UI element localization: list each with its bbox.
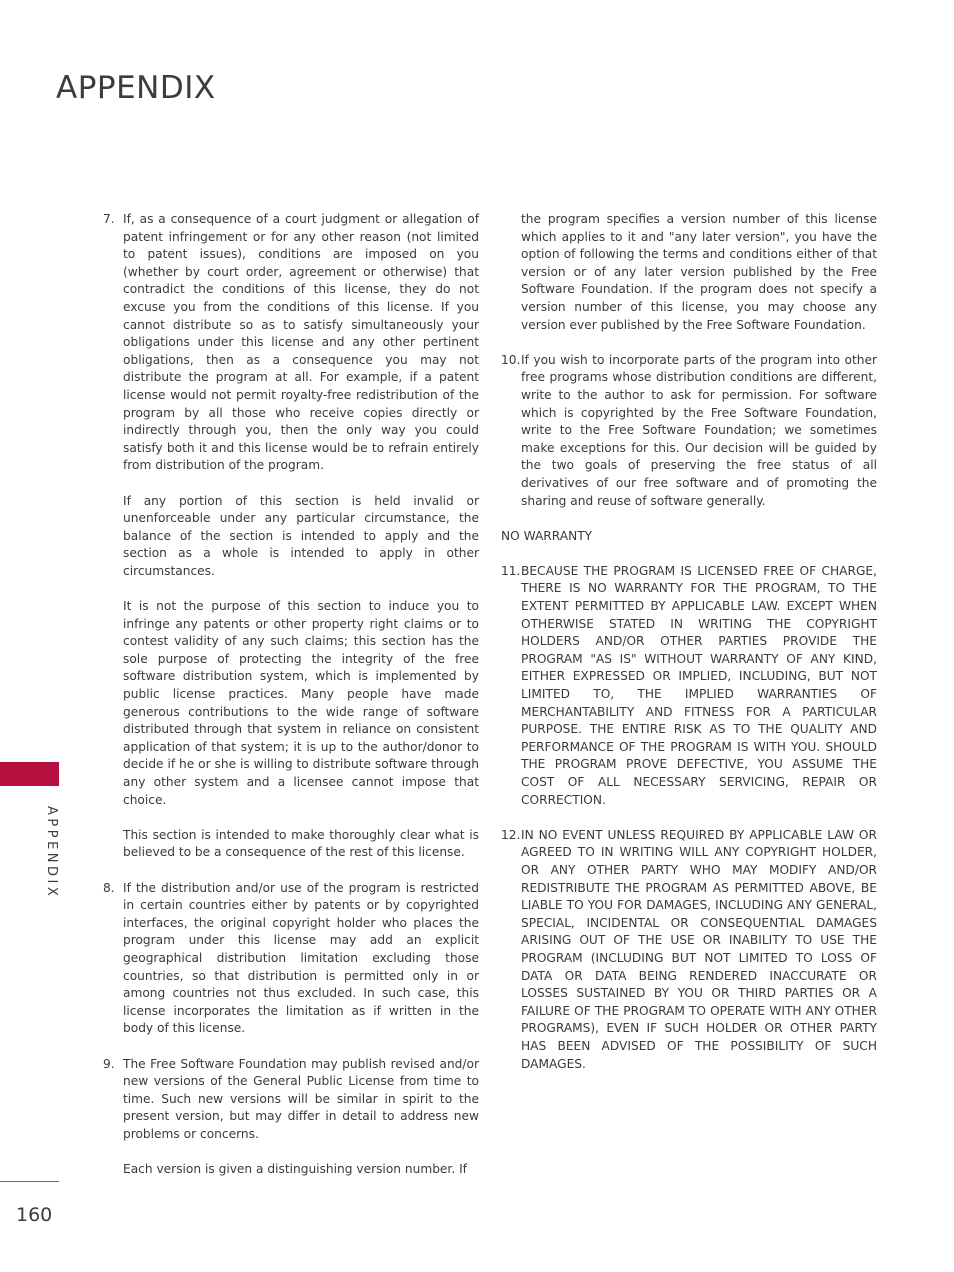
- paragraph: If any portion of this section is held invalid or unenforceable under any particular circumstance, the balance of the section is intended to apply and the section as a whole is intended to apply in other circumstances.: [123, 493, 479, 578]
- paragraph: It is not the purpose of this section to induce you to infringe any patents or other property right claims or to contest validity of any such claims; this section has the sole purpose of protecting the integrity of the free software distribution system, which is implemented by public license practices. Many people have made generous contributions to the wide range of software distributed through that system in reliance on consistent application of that system; it is up to the author/donor to decide if he or she is willing to distribute software through any other system and a licensee cannot impose that choice.: [123, 599, 479, 807]
- item-text: BECAUSE THE PROGRAM IS LICENSED FREE OF CHARGE, THERE IS NO WARRANTY FOR THE PROGRAM, TO THE EXTENT PERMITTED BY APPLICABLE LAW. EXCEPT WHEN OTHERWISE STATED IN WRITING THE COPYRIGHT HOLDERS AND/OR OTHER PARTIES PROVIDE THE PROGRAM "AS IS" WITHOUT WARRANTY OF ANY KIND, EITHER EXPRESSED OR IMPLIED, INCLUDING, BUT NOT LIMITED TO, THE IMPLIED WARRANTIES OF MERCHANTABILITY AND FITNESS FOR A PARTICULAR PURPOSE. THE ENTIRE RISK AS TO THE QUALITY AND PERFORMANCE OF THE PROGRAM IS WITH YOU. SHOULD THE PROGRAM PROVE DEFECTIVE, YOU ASSUME THE COST OF ALL NECESSARY SERVICING, REPAIR OR CORRECTION.: [521, 563, 877, 807]
- section-heading: NO WARRANTY: [501, 528, 593, 543]
- paragraph: the program specifies a version number of this license which applies to it and "any later version", you have the option of following the terms and conditions either of that version or of any later version published by the Free Software Foundation. If the program does not specify a version number of this license, you may choose any version ever published by the Free Software Foundation.: [521, 212, 877, 332]
- item-number: 12.: [501, 827, 521, 842]
- item-number: 9.: [103, 1056, 115, 1071]
- item-number: 7.: [103, 212, 115, 226]
- item-number: 8.: [103, 880, 115, 895]
- item-number: 10.: [501, 352, 521, 367]
- item-number: 11.: [501, 563, 521, 578]
- page-number: 160: [16, 1204, 53, 1226]
- paragraph: This section is intended to make thoroughly clear what is believed to be a consequence of the rest of this license.: [123, 827, 479, 860]
- item-text: If you wish to incorporate parts of the program into other free programs whose distribution conditions are different, write to the author to ask for permission. For software which is copyrighted by the Free Software Foundation, write to the Free Software Foundation; we sometimes make exceptions for this. Our decision will be guided by the two goals of preserving the free status of all derivatives of our free software and of promoting the sharing and reuse of software generally.: [521, 352, 877, 508]
- license-item-7: [103, 211, 479, 475]
- side-section-label: APPENDIX: [44, 806, 59, 900]
- item-text: The Free Software Foundation may publish revised and/or new versions of the General Public License from time to time. Such new versions will be similar in spirit to the present version, but may differ in detail to address new problems or concerns.: [123, 1056, 479, 1141]
- license-item-9: [103, 1056, 479, 1144]
- right-column: [501, 211, 877, 1073]
- license-item-11: [501, 563, 877, 809]
- item-text: If, as a consequence of a court judgment or allegation of patent infringement or for any other reason (not limited to patent issues), conditions are imposed on you (whether by court order, agreement or otherwise) that contradict the conditions of this license, they do not excuse you from the conditions of this license. If you cannot distribute so as to satisfy simultaneously your obligations under this license and any other pertinent obligations, then as a consequence you may not distribute the program at all. For example, if a patent license would not permit royalty-free redistribution of the program by all those who receive copies directly or indirectly through you, then the only way you could satisfy both it and this license would be to refrain entirely from distribution of the program.: [123, 212, 479, 473]
- item-text: If the distribution and/or use of the program is restricted in certain countries either by patents or by copyrighted interfaces, the original copyright holder who places the program under this license may add an explicit geographical distribution limitation excluding those countries, so that distribution is permitted only in or among countries not thus excluded. In such case, this license incorporates the limitation as if written in the body of this license.: [123, 880, 479, 1036]
- footer-divider: [0, 1181, 59, 1182]
- paragraph: Each version is given a distinguishing version number. If: [123, 1162, 467, 1177]
- section-marker-bar: [0, 762, 59, 786]
- license-item-12: [501, 827, 877, 1073]
- license-item-10: [501, 352, 877, 510]
- item-text: IN NO EVENT UNLESS REQUIRED BY APPLICABLE LAW OR AGREED TO IN WRITING WILL ANY COPYRIGHT HOLDER, OR ANY OTHER PARTY WHO MAY MODIFY AND/OR REDISTRIBUTE THE PROGRAM AS PERMITTED ABOVE, BE LIABLE TO YOU FOR DAMAGES, INCLUDING ANY GENERAL, SPECIAL, INCIDENTAL OR CONSEQUENTIAL DAMAGES ARISING OUT OF THE USE OR INABILITY TO USE THE PROGRAM (INCLUDING BUT NOT LIMITED TO LOSS OF DATA OR DATA BEING RENDERED INACCURATE OR LOSSES SUSTAINED BY YOU OR THIRD PARTIES OR A FAILURE OF THE PROGRAM TO OPERATE WITH ANY OTHER PROGRAMS), EVEN IF SUCH HOLDER OR OTHER PARTY HAS BEEN ADVISED OF THE POSSIBILITY OF SUCH DAMAGES.: [521, 827, 877, 1071]
- license-item-8: [103, 880, 479, 1038]
- left-column: [103, 211, 479, 1179]
- page-title: APPENDIX: [56, 70, 216, 106]
